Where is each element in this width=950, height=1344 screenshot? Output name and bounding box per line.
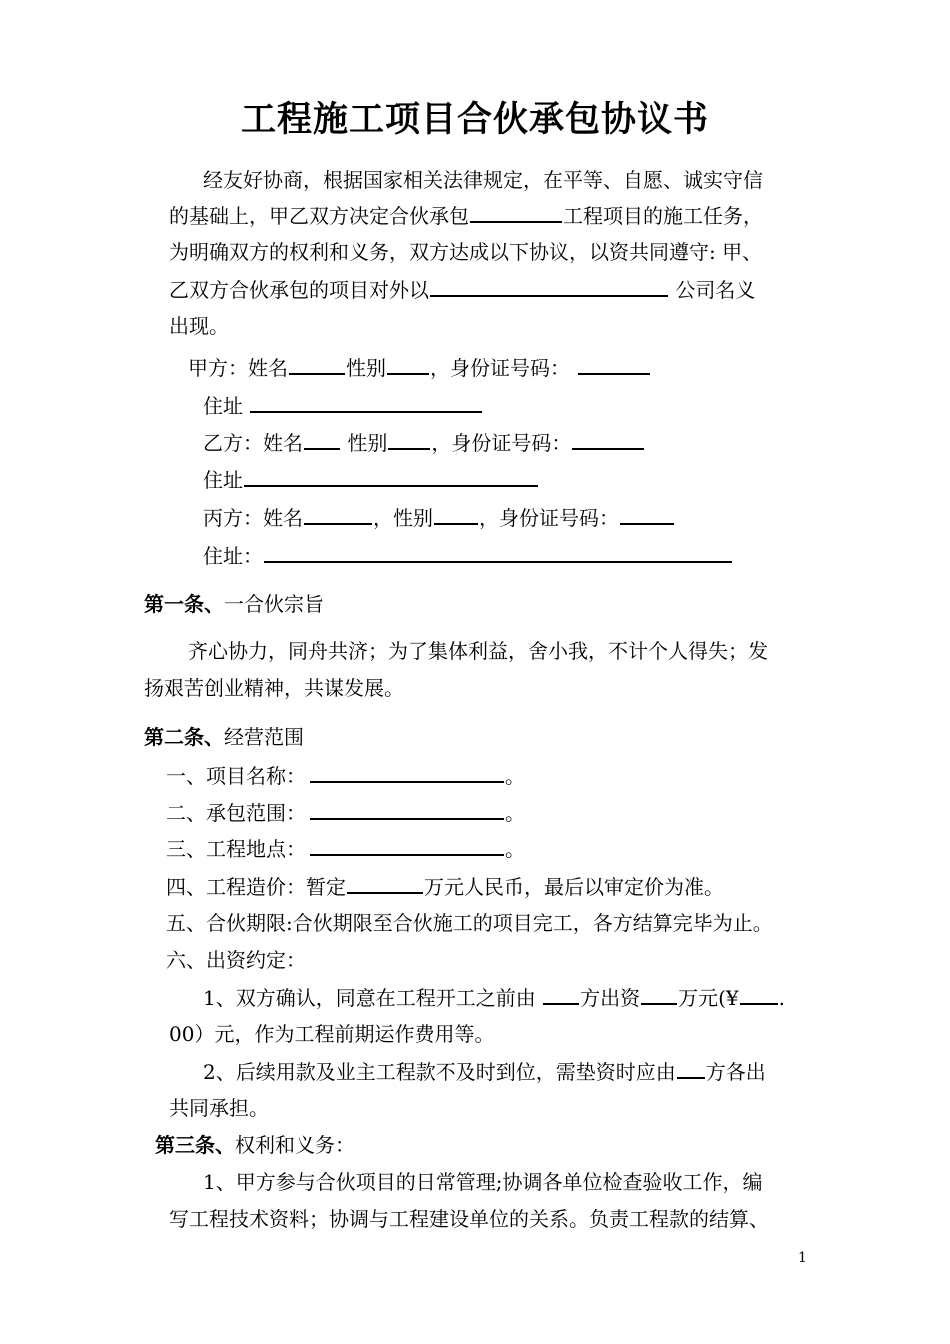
intro-line-2: 的基础上，甲乙双方决定合伙承包 工程项目的施工任务，	[169, 201, 763, 230]
article-3-heading: 第三条、权利和义务：	[155, 1133, 355, 1157]
blank-company-name	[430, 275, 668, 297]
article-2-item-3: 三、工程地点： 。	[166, 834, 525, 863]
article-2-item-6: 六、出资约定：	[166, 948, 306, 972]
intro-line-4: 乙双方合伙承包的项目对外以 公司名义	[169, 275, 755, 304]
page-number: 1	[798, 1250, 807, 1266]
intro-line-5: 出现。	[169, 314, 229, 338]
party-a-info: 甲方：姓名 性别 ，身份证号码：	[188, 353, 651, 382]
article-2-sub-1-cont: 00）元，作为工程前期运作费用等。	[169, 1022, 495, 1046]
article-2-sub-2: 2、后续用款及业主工程款不及时到位，需垫资时应由 方各出	[203, 1057, 766, 1086]
blank-c-id	[620, 503, 674, 525]
party-c-info: 丙方：姓名 ，性别 ，身份证号码：	[203, 503, 675, 532]
article-2-item-5: 五、合伙期限:合伙期限至合伙施工的项目完工，各方结算完毕为止。	[166, 911, 773, 935]
blank-a-name	[289, 353, 345, 375]
blank-c-name	[304, 503, 372, 525]
blank-item-cost	[347, 872, 423, 894]
article-2-sub-1: 1、双方确认，同意在工程开工之前由 方出资 万元(¥ .	[203, 983, 785, 1012]
blank-a-address	[250, 391, 482, 413]
blank-item-name	[310, 761, 504, 783]
blank-item-scope	[310, 798, 504, 820]
blank-c-gender	[434, 503, 478, 525]
blank-a-id	[578, 353, 650, 375]
blank-b-address	[244, 465, 538, 487]
blank-b-gender	[388, 428, 430, 450]
article-1-line-2: 扬艰苦创业精神，共谋发展。	[144, 676, 404, 700]
blank-amount	[641, 983, 677, 1005]
party-a-address: 住址	[203, 391, 483, 420]
article-1-heading: 第一条、一合伙宗旨	[144, 592, 324, 616]
blank-amount-figure	[740, 983, 778, 1005]
article-3-line-2: 写工程技术资料；协调与工程建设单位的关系。负责工程款的结算、	[169, 1207, 769, 1231]
party-b-info: 乙方：姓名 性别 ，身份证号码：	[203, 428, 645, 457]
intro-line-1: 经友好协商，根据国家相关法律规定，在平等、自愿、诚实守信	[203, 168, 763, 192]
article-2-heading: 第二条、经营范围	[144, 725, 304, 749]
blank-b-name	[304, 428, 340, 450]
article-2-sub-2-cont: 共同承担。	[169, 1096, 269, 1120]
article-1-line-1: 齐心协力，同舟共济；为了集体利益，舍小我，不计个人得失；发	[188, 639, 768, 663]
blank-investor	[543, 983, 579, 1005]
article-2-item-1: 一、项目名称： 。	[166, 761, 525, 790]
blank-project-name	[470, 201, 562, 223]
party-c-address: 住址：	[203, 541, 733, 570]
blank-a-gender	[387, 353, 429, 375]
blank-item-location	[310, 834, 504, 856]
blank-c-address	[264, 541, 732, 563]
document-title: 工程施工项目合伙承包协议书	[240, 99, 709, 140]
article-2-item-4: 四、工程造价：暂定 万元人民币，最后以审定价为准。	[166, 872, 724, 901]
intro-line-3: 为明确双方的权利和义务，双方达成以下协议，以资共同遵守: 甲、	[169, 240, 763, 264]
blank-b-id	[572, 428, 644, 450]
article-3-line-1: 1、甲方参与合伙项目的日常管理;协调各单位检查验收工作，编	[203, 1170, 763, 1194]
party-b-address: 住址	[203, 465, 539, 494]
blank-advance-party	[677, 1057, 705, 1079]
article-2-item-2: 二、承包范围： 。	[166, 798, 525, 827]
